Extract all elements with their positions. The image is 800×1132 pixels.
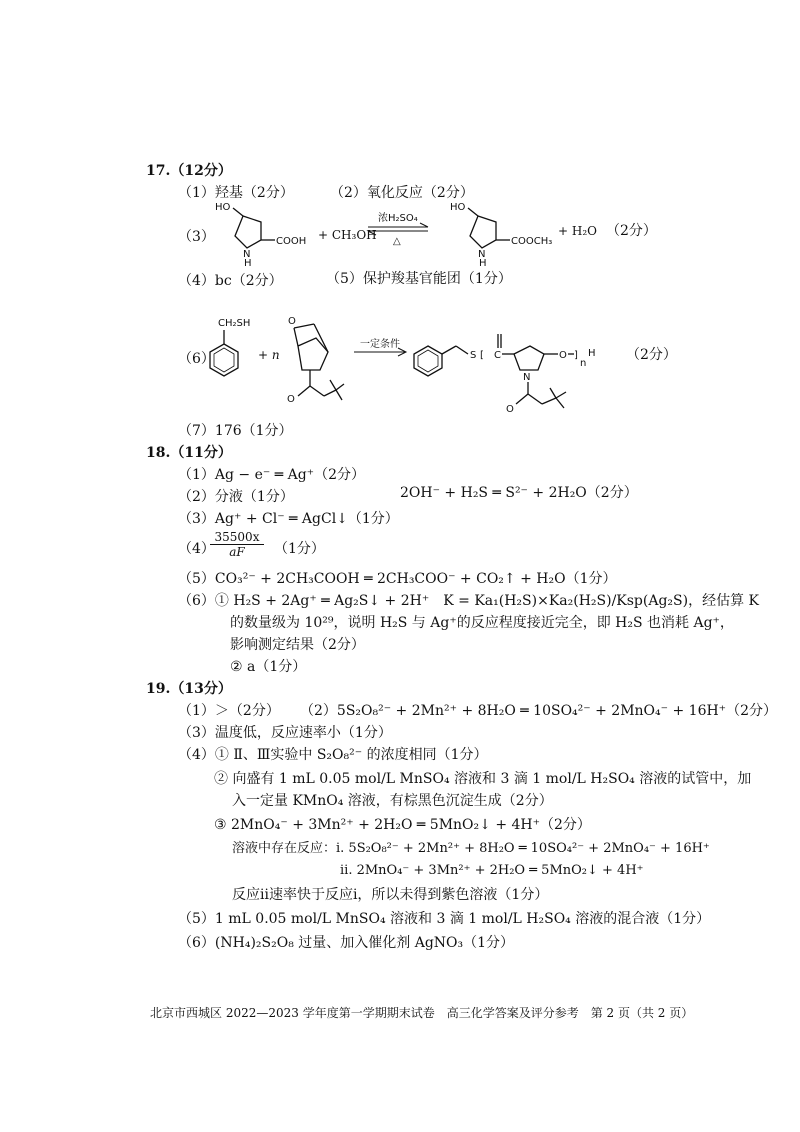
boc-o-label: O xyxy=(287,394,295,405)
product-structure-methyl-ester xyxy=(440,200,570,269)
q17-part6-score: （2分） xyxy=(626,347,677,363)
polymer-condition-label: 一定条件 xyxy=(360,339,400,350)
h-label-left: H xyxy=(244,258,252,269)
q19-part3: （3）温度低，反应速率小（1分） xyxy=(178,725,392,741)
q17-part4: （4）bc（2分） xyxy=(178,273,283,289)
heat-symbol: △ xyxy=(393,236,401,247)
q18-part6-line4: ② a（1分） xyxy=(230,659,307,675)
benzyl-mercaptan-structure xyxy=(200,314,260,386)
q18-part4-fraction xyxy=(210,530,264,559)
q18-part6-line1: （6）① H₂S + 2Ag⁺ ═ Ag₂S↓ + 2H⁺ K = Ka₁(H₂S)×Ka₂(H₂S)/Ksp(Ag₂S)，经估算 K xyxy=(178,593,759,609)
terminal-h-label: H xyxy=(588,348,596,359)
sulfur-label: S xyxy=(470,350,477,361)
q18-part4-number: （4） xyxy=(178,541,215,557)
q17-part5: （5）保护羧基官能团（1分） xyxy=(326,271,512,287)
plus-n: + n xyxy=(258,348,280,362)
bicyclic-lactone-boc-structure xyxy=(270,312,350,416)
q18-part5: （5）CO₃²⁻ + 2CH₃COOH ═ 2CH₃COO⁻ + CO₂↑ + H₂O（1分） xyxy=(178,571,617,587)
q17-part2: （2）氧化反应（2分） xyxy=(330,185,474,201)
boc-carbonyl-o-label: O xyxy=(506,404,514,415)
n-label-right: N xyxy=(478,249,486,260)
q19-part4-reaction-i: 溶液中存在反应：ⅰ. 5S₂O₈²⁻ + 2Mn²⁺ + 8H₂O ═ 10SO₄²⁻ + 2MnO₄⁻ + 16H⁺ xyxy=(232,841,710,856)
methanol-reagent: + CH₃OH xyxy=(318,228,377,242)
q18-part1: （1）Ag − e⁻ ═ Ag⁺（2分） xyxy=(178,467,365,483)
q17-part7: （7）176（1分） xyxy=(178,423,293,439)
q19-part4-item1: （4）① Ⅱ、Ⅲ实验中 S₂O₈²⁻ 的浓度相同（1分） xyxy=(178,747,488,763)
ether-o-label: O xyxy=(559,350,567,361)
condition-label: 浓H₂SO₄ xyxy=(378,213,418,224)
q18-part4-score: （1分） xyxy=(274,541,325,557)
q18-part3: （3）Ag⁺ + Cl⁻ ═ AgCl↓（1分） xyxy=(178,511,399,527)
water-product: + H₂O xyxy=(558,224,597,238)
q19-part4-reaction-ii: ⅱ. 2MnO₄⁻ + 3Mn²⁺ + 2H₂O ═ 5MnO₂↓ + 4H⁺ xyxy=(340,863,644,878)
q19-part4-item2a: ② 向盛有 1 mL 0.05 mol/L MnSO₄ 溶液和 3 滴 1 mol/L H₂SO₄ 溶液的试管中，加 xyxy=(214,771,752,787)
q17-part6-number: （6） xyxy=(178,351,215,367)
esterification-arrow xyxy=(364,210,434,246)
polymer-product-structure xyxy=(414,312,604,420)
svg-text:]: ] xyxy=(574,350,578,361)
cooch3-label: COOCH₃ xyxy=(511,236,553,247)
q17-part1: （1）羟基（2分） xyxy=(178,185,294,201)
ho-label-right: HO xyxy=(450,202,466,213)
fraction-numerator: 35500x xyxy=(210,530,264,545)
q18-part6-line3: 影响测定结果（2分） xyxy=(230,637,365,653)
q18-part6-line2: 的数量级为 10²⁹，说明 H₂S 与 Ag⁺的反应程度接近完全，即 H₂S 也消耗 Ag⁺， xyxy=(230,615,734,631)
n-label-left: N xyxy=(243,249,251,260)
q17-part3-score: （2分） xyxy=(606,223,657,239)
q18-part2-equation: 2OH⁻ + H₂S ═ S²⁻ + 2H₂O（2分） xyxy=(400,485,638,501)
cooh-label: COOH xyxy=(276,236,307,247)
svg-text:[: [ xyxy=(480,350,484,361)
reactant-structure-hydroxyproline xyxy=(205,200,315,269)
ring-n-label: N xyxy=(523,372,531,383)
polymerization-arrow xyxy=(352,338,412,358)
q19-part4-item3: ③ 2MnO₄⁻ + 3Mn²⁺ + 2H₂O ═ 5MnO₂↓ + 4H⁺（2分） xyxy=(214,817,591,833)
h-label-right: H xyxy=(479,258,487,269)
fraction-denominator: aF xyxy=(229,545,245,559)
q17-part3-number: （3） xyxy=(178,229,215,245)
q19-part4-item2b: 入一定量 KMnO₄ 溶液，有棕黑色沉淀生成（2分） xyxy=(232,793,553,809)
carbonyl-c-label: C xyxy=(494,350,501,361)
q17-heading: 17.（12分） xyxy=(146,163,232,179)
q18-part2: （2）分液（1分） xyxy=(178,489,294,505)
q19-part5: （5）1 mL 0.05 mol/L MnSO₄ 溶液和 3 滴 1 mol/L H₂SO₄ 溶液的混合液（1分） xyxy=(178,911,711,927)
ho-label-left: HO xyxy=(215,202,231,213)
q19-heading: 19.（13分） xyxy=(146,681,232,697)
q19-part1: （1）＞（2分） xyxy=(178,703,280,719)
repeat-n-label: n xyxy=(580,358,587,369)
page-footer: 北京市西城区 2022—2023 学年度第一学期期末试卷 高三化学答案及评分参考 第 2 页（共 2 页） xyxy=(150,1006,694,1020)
q18-heading: 18.（11分） xyxy=(146,445,232,461)
lactone-o-label: O xyxy=(288,316,296,327)
q19-part4-conclusion: 反应ⅱ速率快于反应ⅰ，所以未得到紫色溶液（1分） xyxy=(232,887,549,903)
q19-part2: （2）5S₂O₈²⁻ + 2Mn²⁺ + 8H₂O ═ 10SO₄²⁻ + 2MnO₄⁻ + 16H⁺（2分） xyxy=(300,703,777,719)
ch2sh-label: CH₂SH xyxy=(218,318,251,329)
q19-part6: （6）(NH₄)₂S₂O₈ 过量、加入催化剂 AgNO₃（1分） xyxy=(178,935,515,951)
